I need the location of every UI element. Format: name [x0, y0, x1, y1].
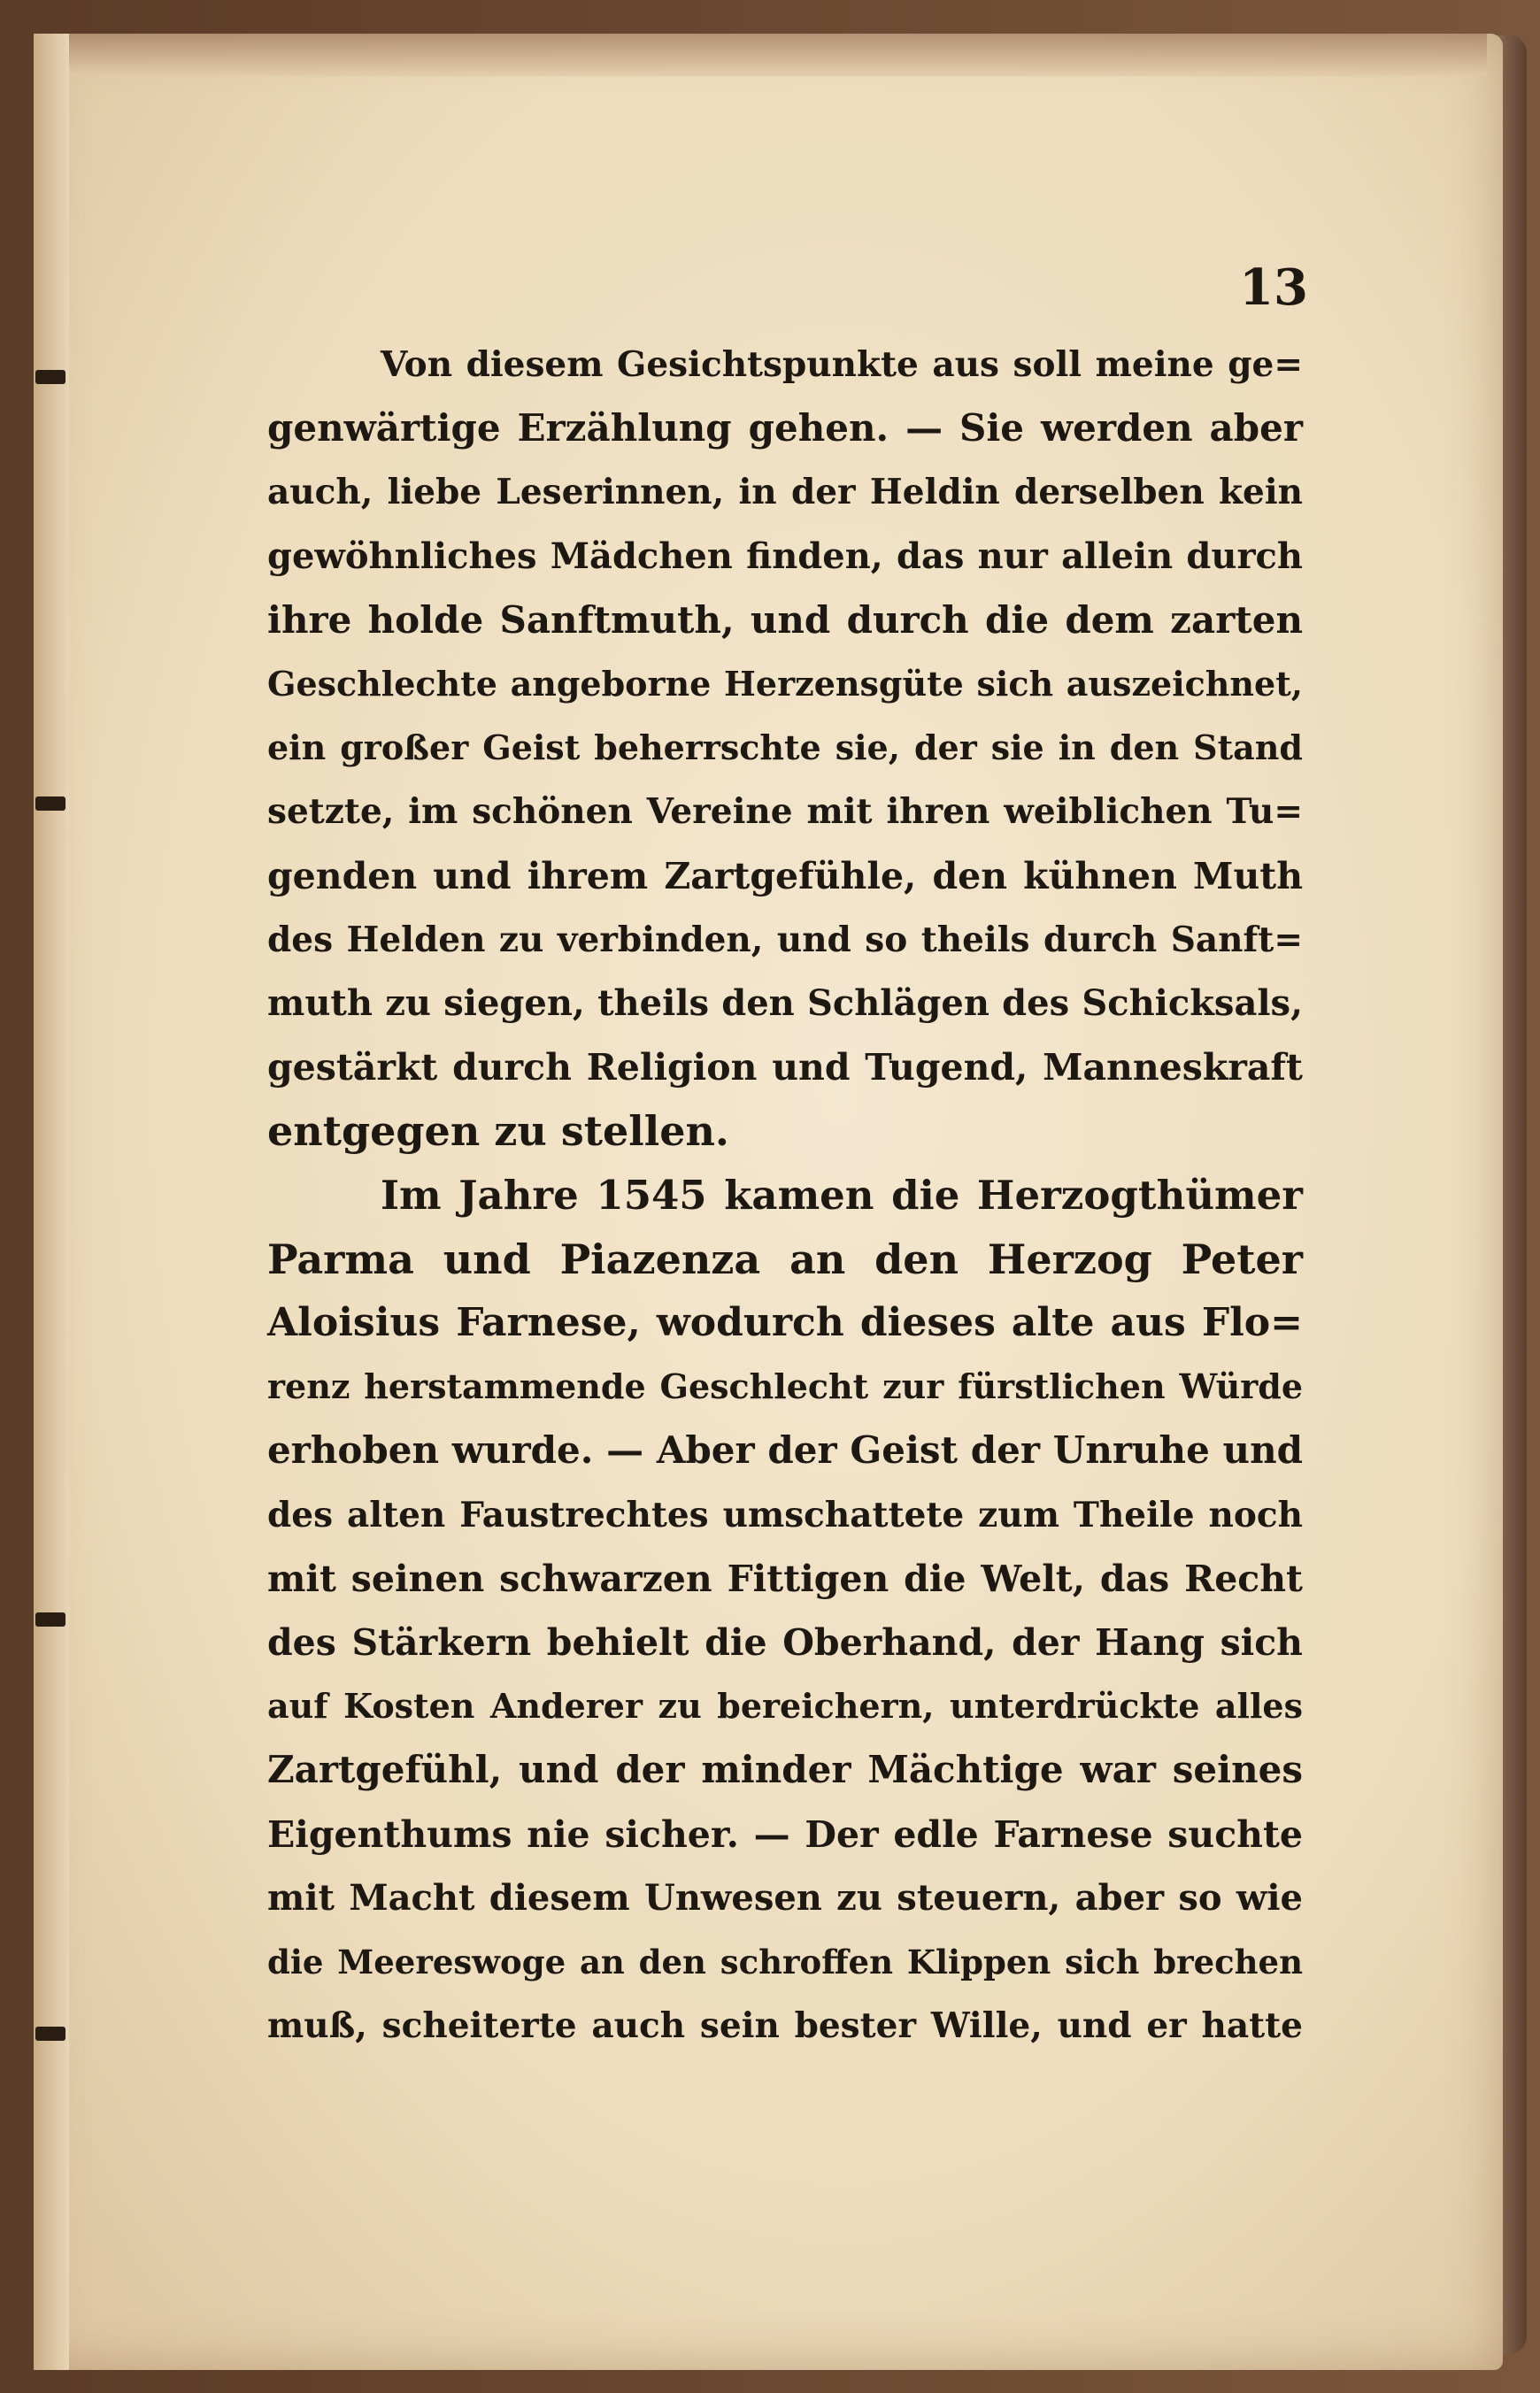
- text-line: muß, scheiterte auch sein bester Wille, und er hatte: [267, 2005, 1303, 2047]
- text-line: mit Macht diesem Unwesen zu steuern, aber so wie: [267, 1876, 1303, 1919]
- text-line: des Stärkern behielt die Oberhand, der Hang sich: [267, 1621, 1303, 1665]
- text-line: Zartgefühl, und der minder Mächtige war seines: [267, 1748, 1303, 1792]
- text-line: muth zu siegen, theils den Schlägen des Schicksals,: [267, 982, 1303, 1025]
- text-line: genwärtige Erzählung gehen. — Sie werden aber: [267, 406, 1303, 450]
- text-line: Eigenthums nie sicher. — Der edle Farnese suchte: [267, 1812, 1303, 1856]
- text-line: Parma und Piazenza an den Herzog Peter: [267, 1235, 1303, 1283]
- text-line: setzte, im schönen Vereine mit ihren weiblichen Tu=: [267, 791, 1303, 833]
- text-line: des Helden zu verbinden, und so theils durch Sanft=: [267, 919, 1303, 960]
- text-line: Aloisius Farnese, wodurch dieses alte aus Flo=: [267, 1300, 1303, 1346]
- binding-stitch: [35, 370, 65, 384]
- text-line: Von diesem Gesichtspunkte aus soll meine ge=: [381, 344, 1303, 385]
- text-line: entgegen zu stellen.: [267, 1107, 729, 1156]
- binding-stitch: [35, 2027, 65, 2041]
- page-number: 13: [1239, 258, 1308, 317]
- text-line: mit seinen schwarzen Fittigen die Welt, das Recht: [267, 1557, 1303, 1600]
- text-line: auf Kosten Anderer zu bereichern, unterdrückte alles: [267, 1686, 1303, 1727]
- text-line: auch, liebe Leserinnen, in der Heldin derselben kein: [267, 472, 1303, 513]
- text-line: erhoben wurde. — Aber der Geist der Unruhe und: [267, 1428, 1303, 1473]
- text-line: Im Jahre 1545 kamen die Herzogthümer: [381, 1171, 1303, 1219]
- binding-stitch: [35, 796, 65, 811]
- text-line: ein großer Geist beherrschte sie, der sie in den Stand: [267, 727, 1303, 768]
- text-line: genden und ihrem Zartgefühle, den kühnen Muth: [267, 854, 1303, 897]
- body-text: [267, 333, 1303, 2058]
- text-line: renz herstammende Geschlecht zur fürstlichen Würde: [267, 1366, 1303, 1407]
- page-top-edge: [53, 34, 1487, 76]
- text-line: ihre holde Sanftmuth, und durch die dem zarten: [267, 597, 1303, 642]
- text-line: Geschlechte angeborne Herzensgüte sich auszeichnet,: [267, 664, 1303, 704]
- binding-stitch: [35, 1612, 65, 1627]
- page-gutter: [34, 34, 69, 2370]
- text-line: des alten Faustrechtes umschattete zum Theile noch: [267, 1494, 1303, 1535]
- text-line: gestärkt durch Religion und Tugend, Manneskraft: [267, 1046, 1303, 1089]
- text-line: die Meereswoge an den schroffen Klippen sich brechen: [267, 1943, 1303, 1982]
- text-line: gewöhnliches Mädchen finden, das nur allein durch: [267, 535, 1303, 577]
